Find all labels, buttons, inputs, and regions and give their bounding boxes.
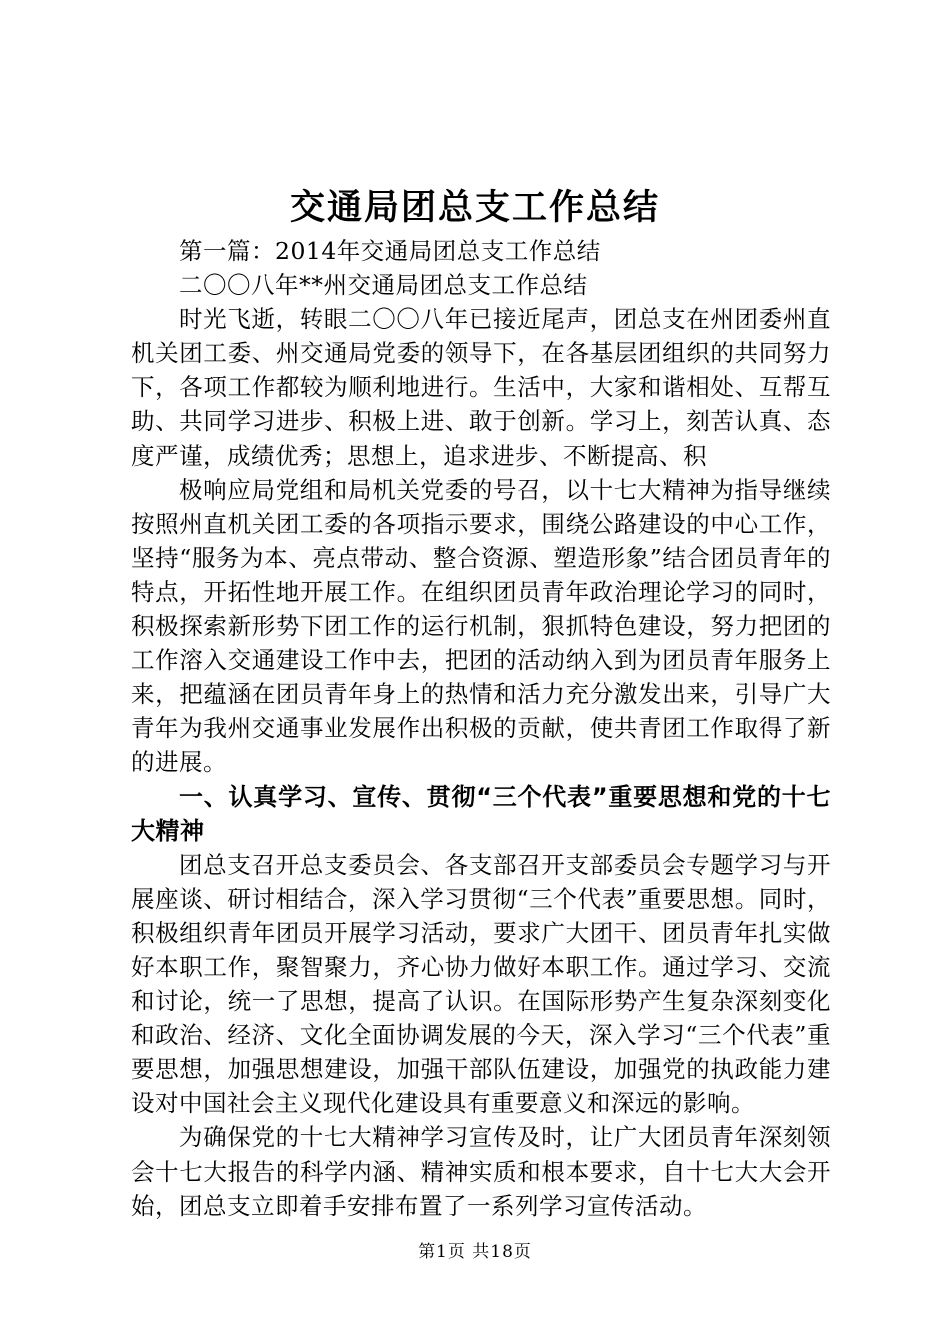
document-body [131,234,831,1223]
paragraph-section-1-continued: 为确保党的十七大精神学习宣传及时，让广大团员青年深刻领会十七大报告的科学内涵、精神实质和根本要求，自十七大大会开始，团总支立即着手安排布置了一系列学习宣传活动。 [131,1123,831,1220]
paragraph-subtitle: 二〇〇八年**州交通局团总支工作总结 [179,271,588,300]
paragraph-intro: 时光飞逝，转眼二〇〇八年已接近尾声，团总支在州团委州直机关团工委、州交通局党委的领导下，在各基层团组织的共同努力下，各项工作都较为顺利地进行。生活中，大家和谐相处、互帮互助、共同学习进步、积极上进、敢于创新。学习上，刻苦认真、态度严谨，成绩优秀；思想上，追求进步、不断提高、积 [131,305,831,470]
paragraph-section-1: 团总支召开总支委员会、各支部召开支部委员会专题学习与开展座谈、研讨相结合，深入学习贯彻“三个代表”重要思想。同时，积极组织青年团员开展学习活动，要求广大团干、团员青年扎实做好本职工作，聚智聚力，齐心协力做好本职工作。通过学习、交流和讨论，统一了思想，提高了认识。在国际形势产生复杂深刻变化和政治、经济、文化全面协调发展的今天，深入学习“三个代表”重要思想，加强思想建设，加强干部队伍建设，加强党的执政能力建设对中国社会主义现代化建设具有重要意义和深远的影响。 [131,850,831,1118]
document-title: 交通局团总支工作总结 [289,188,660,228]
paragraph-intro-continued: 极响应局党组和局机关党委的号召，以十七大精神为指导继续按照州直机关团工委的各项指示要求，围绕公路建设的中心工作，坚持“服务为本、亮点带动、整合资源、塑造形象”结合团员青年的特点，开拓性地开展工作。在组织团员青年政治理论学习的同时，积极探索新形势下团工作的运行机制，狠抓特色建设，努力把团的工作溶入交通建设工作中去，把团的活动纳入到为团员青年服务上来，把蕴涵在团员青年身上的热情和活力充分激发出来，引导广大青年为我州交通事业发展作出积极的贡献，使共青团工作取得了新的进展。 [131,475,831,777]
paragraph-chapter-label: 第一篇：2014年交通局团总支工作总结 [179,237,601,265]
page-footer: 第1页 共18页 [418,1242,532,1262]
section-heading-1: 一、认真学习、宣传、贯彻“三个代表”重要思想和党的十七大精神 [131,782,831,845]
